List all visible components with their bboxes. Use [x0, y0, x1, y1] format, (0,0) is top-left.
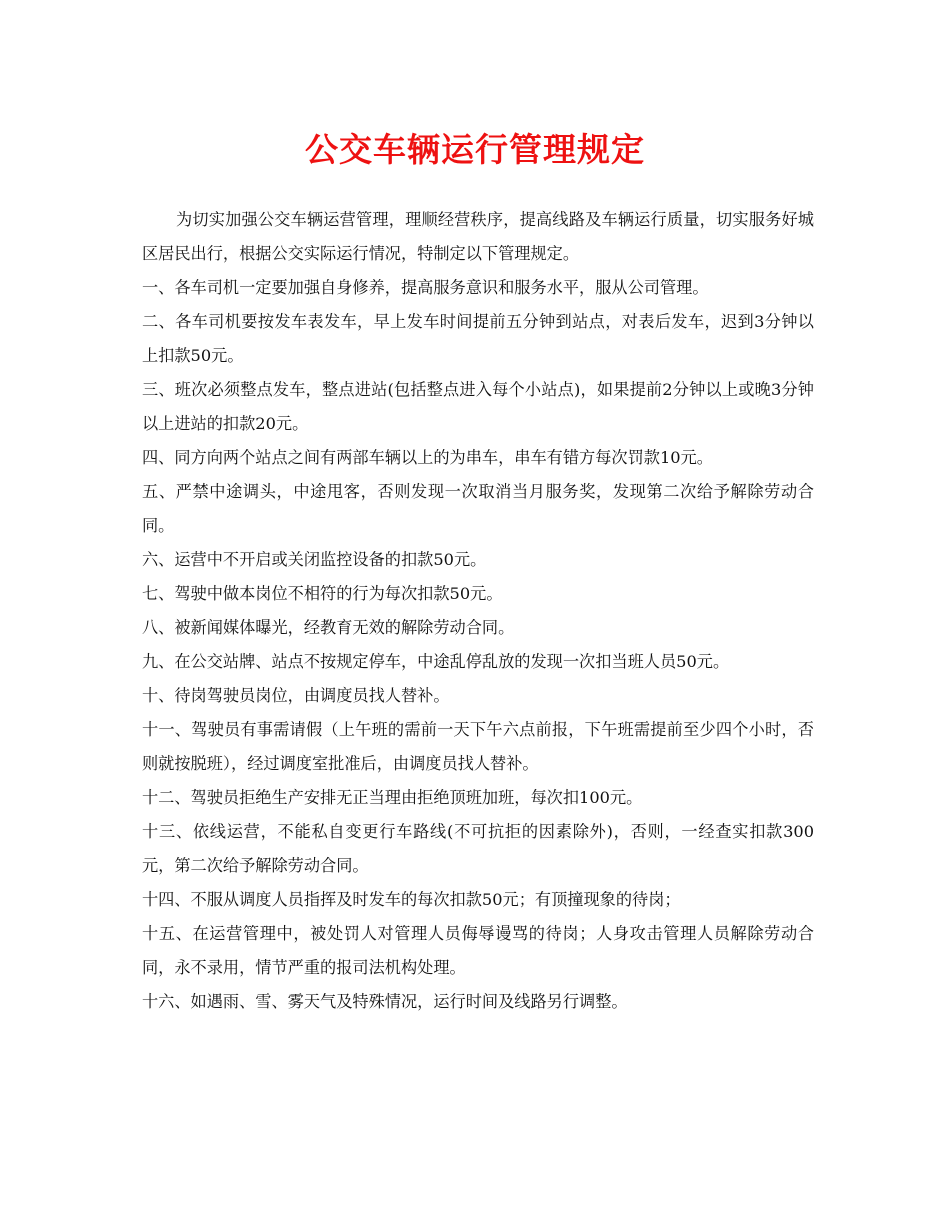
rule-item-9: 九、在公交站牌、站点不按规定停车，中途乱停乱放的发现一次扣当班人员50元。: [142, 652, 730, 671]
rule-item-4: 四、同方向两个站点之间有两部车辆以上的为串车，串车有错方每次罚款10元。: [142, 448, 713, 467]
rule-item-2: 二、各车司机要按发车表发车，早上发车时间提前五分钟到站点，对表后发车，迟到3分钟以上扣款50元。: [142, 312, 814, 365]
rule-item-3: 三、班次必须整点发车，整点进站(包括整点进入每个小站点)，如果提前2分钟以上或晚3分钟以上进站的扣款20元。: [142, 380, 814, 433]
rule-item-15: 十五、在运营管理中，被处罚人对管理人员侮辱谩骂的待岗；人身攻击管理人员解除劳动合同，永不录用，情节严重的报司法机构处理。: [142, 924, 814, 977]
document-body: [142, 203, 814, 1019]
rule-item-11: 十一、驾驶员有事需请假（上午班的需前一天下午六点前报，下午班需提前至少四个小时，否则就按脱班），经过调度室批准后，由调度员找人替补。: [142, 720, 814, 773]
page-title: 公交车辆运行管理规定: [305, 130, 645, 169]
rule-item-12: 十二、驾驶员拒绝生产安排无正当理由拒绝顶班加班，每次扣100元。: [142, 788, 643, 807]
rule-item-8: 八、被新闻媒体曝光，经教育无效的解除劳动合同。: [142, 618, 515, 637]
rule-item-10: 十、待岗驾驶员岗位，由调度员找人替补。: [142, 686, 450, 705]
intro-paragraph: 为切实加强公交车辆运营管理，理顺经营秩序，提高线路及车辆运行质量，切实服务好城区居民出行，根据公交实际运行情况，特制定以下管理规定。: [142, 210, 814, 263]
rule-item-7: 七、驾驶中做本岗位不相符的行为每次扣款50元。: [142, 584, 503, 603]
rule-item-14: 十四、不服从调度人员指挥及时发车的每次扣款50元；有顶撞现象的待岗；: [142, 890, 681, 909]
rule-item-6: 六、运营中不开启或关闭监控设备的扣款50元。: [142, 550, 487, 569]
rule-item-1: 一、各车司机一定要加强自身修养，提高服务意识和服务水平，服从公司管理。: [142, 278, 709, 297]
rule-item-16: 十六、如遇雨、雪、雾天气及特殊情况，运行时间及线路另行调整。: [142, 992, 628, 1011]
rule-item-5: 五、严禁中途调头，中途甩客，否则发现一次取消当月服务奖，发现第二次给予解除劳动合同。: [142, 482, 814, 535]
rule-item-13: 十三、依线运营，不能私自变更行车路线(不可抗拒的因素除外)，否则，一经查实扣款300元，第二次给予解除劳动合同。: [142, 822, 814, 875]
